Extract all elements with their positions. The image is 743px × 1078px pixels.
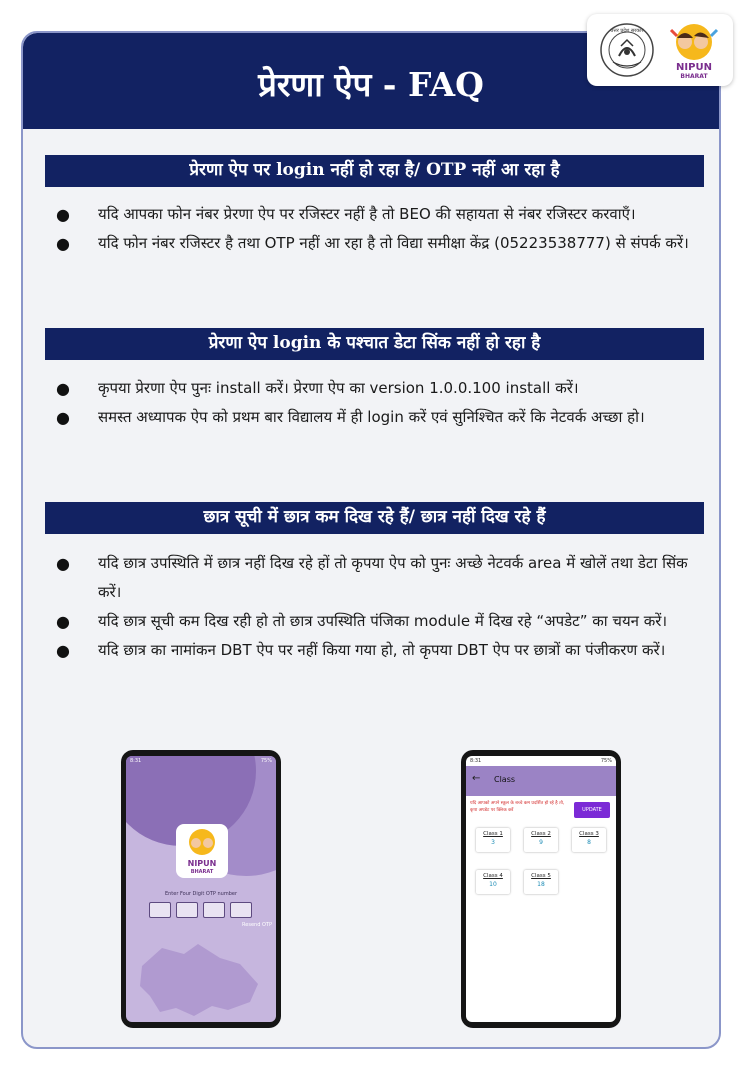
- bullet-list-login: [54, 200, 704, 258]
- back-arrow-icon[interactable]: ←: [472, 773, 481, 784]
- nipun-bharat-logo-icon: [665, 20, 723, 80]
- bharat-text: BHARAT: [680, 73, 708, 80]
- page-title: प्रेरणा ऐप - FAQ: [258, 65, 484, 104]
- list-item: ● यदि छात्र का नामांकन DBT ऐप पर नहीं किया गया हो, तो कृपया DBT ऐप पर छात्रों का पंजीकरण करें।: [54, 636, 704, 665]
- login-screen: [126, 756, 276, 1022]
- bullet-icon: ●: [56, 554, 70, 573]
- bullet-icon: ●: [56, 379, 70, 398]
- class-card[interactable]: Class 2 9: [524, 828, 558, 852]
- class-card[interactable]: Class 1 3: [476, 828, 510, 852]
- list-item: ● यदि आपका फोन नंबर प्रेरणा ऐप पर रजिस्टर नहीं है तो BEO की सहायता से नंबर रजिस्टर करवाएँ।: [54, 200, 704, 229]
- list-item: ● यदि फोन नंबर रजिस्टर है तथा OTP नहीं आ रहा है तो विद्या समीक्षा केंद्र (05223538777) से संपर्क करें।: [54, 229, 704, 258]
- list-item: ● समस्त अध्यापक ऐप को प्रथम बार विद्यालय में ही login करें एवं सुनिश्चित करें कि नेटवर्क अच्छा हो।: [54, 403, 704, 432]
- section-title-login: प्रेरणा ऐप पर login नहीं हो रहा है/ OTP नहीं आ रहा है: [45, 155, 704, 187]
- class-card[interactable]: Class 3 8: [572, 828, 606, 852]
- seal-text: उत्तर प्रदेश सरकार: [610, 28, 644, 34]
- class-screen: [466, 756, 616, 1022]
- list-item: ● यदि छात्र सूची कम दिख रही हो तो छात्र उपस्थिति पंजिका module में दिख रहे “अपडेट” का चयन करें।: [54, 607, 704, 636]
- phone-class-screenshot: [461, 750, 621, 1028]
- svg-text:NIPUN: NIPUN: [187, 859, 217, 868]
- list-item: ● कृपया प्रेरणा ऐप पुनः install करें। प्रेरणा ऐप का version 1.0.0.100 install करें।: [54, 374, 704, 403]
- bullet-list-sync: [54, 374, 704, 432]
- uttar-pradesh-map-icon: [132, 936, 272, 1020]
- bullet-icon: ●: [56, 612, 70, 631]
- otp-digit-input[interactable]: [203, 902, 225, 918]
- app-logo: [176, 824, 228, 878]
- bullet-icon: ●: [56, 641, 70, 660]
- otp-digit-input[interactable]: [176, 902, 198, 918]
- status-bar: 8:31 75%: [130, 758, 272, 764]
- otp-digit-input[interactable]: [230, 902, 252, 918]
- bullet-list-students: [54, 549, 704, 665]
- up-government-seal-icon: [599, 22, 655, 78]
- section-title-students: छात्र सूची में छात्र कम दिख रहे हैं/ छात्र नहीं दिख रहे हैं: [45, 502, 704, 534]
- app-bar: [466, 766, 616, 796]
- screen-title: Class: [494, 775, 516, 784]
- update-button[interactable]: UPDATE: [574, 802, 610, 818]
- class-card[interactable]: Class 4 10: [476, 870, 510, 894]
- resend-otp-link[interactable]: Resend OTP: [242, 922, 272, 928]
- class-card[interactable]: Class 5 18: [524, 870, 558, 894]
- nipun-bharat-logo-icon: [176, 824, 228, 878]
- bullet-icon: ●: [56, 408, 70, 427]
- svg-text:BHARAT: BHARAT: [190, 869, 214, 875]
- nipun-text: NIPUN: [676, 62, 712, 73]
- status-bar: 8:31 75%: [470, 758, 612, 764]
- otp-label: Enter Four Digit OTP number: [164, 891, 238, 897]
- phone-login-screenshot: [121, 750, 281, 1028]
- otp-digit-input[interactable]: [149, 902, 171, 918]
- bullet-icon: ●: [56, 205, 70, 224]
- logo-panel: [587, 14, 733, 86]
- list-item: ● यदि छात्र उपस्थिति में छात्र नहीं दिख रहे हों तो कृपया ऐप को पुनः अच्छे नेटवर्क area में खोलें तथा डेटा सिंक करें।: [54, 549, 704, 607]
- update-warning-text: यदि आपको अपने स्कूल के बच्चे कम प्रदर्शित हो रहे है तो, कृपा अपडेट पर क्लिक करें: [470, 801, 565, 813]
- bullet-icon: ●: [56, 234, 70, 253]
- section-title-sync: प्रेरणा ऐप login के पश्चात डेटा सिंक नहीं हो रहा है: [45, 328, 704, 360]
